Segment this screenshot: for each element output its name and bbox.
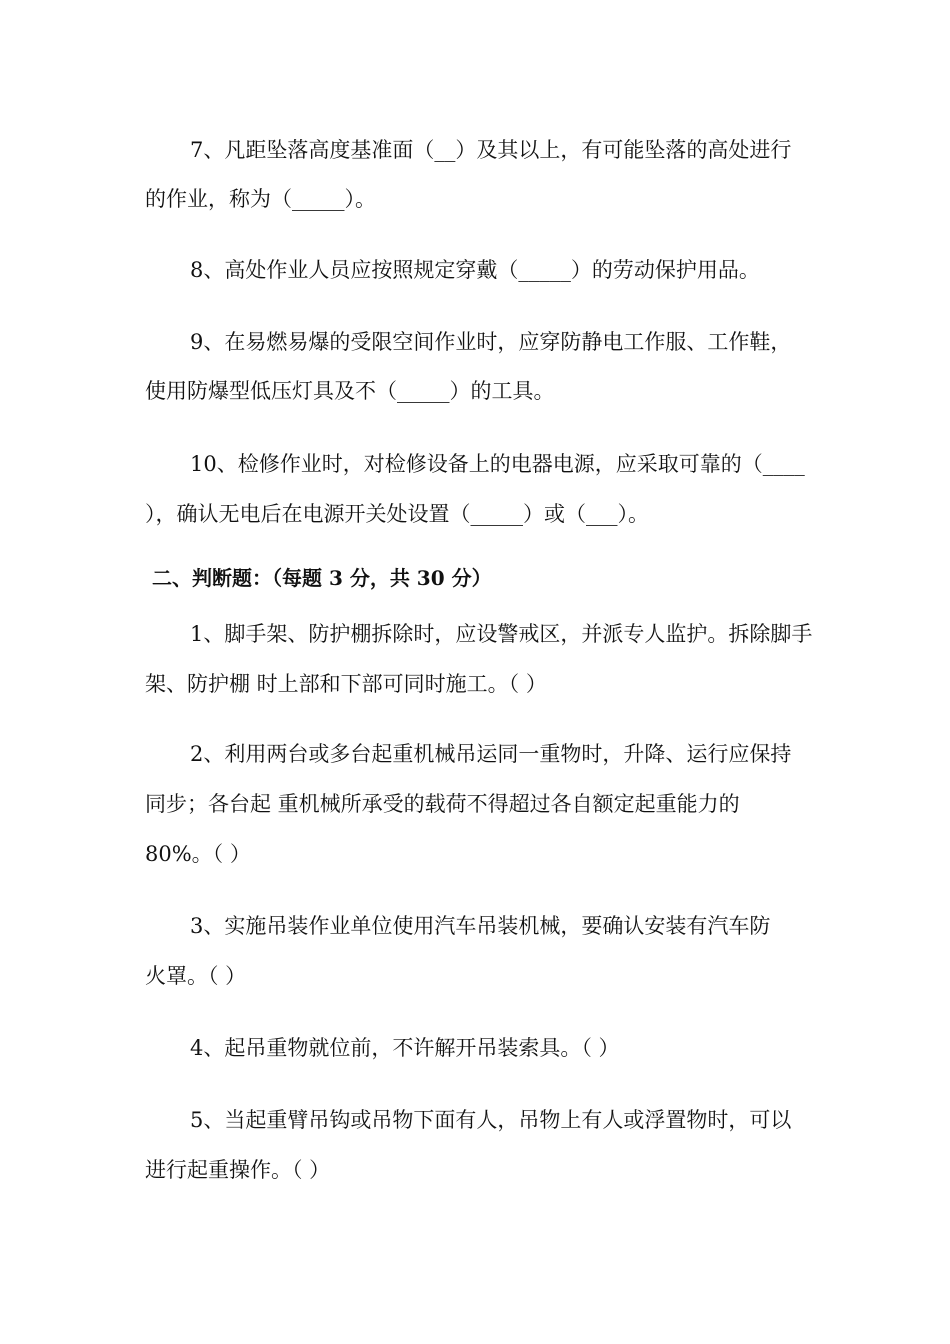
judge-5-line-2: 进行起重操作。（ ） [145,1158,331,1182]
question-8-line-1: 8、高处作业人员应按照规定穿戴（_____）的劳动保护用品。 [190,258,760,282]
judge-3-line-2: 火罩。（ ） [145,964,247,988]
judge-5-line-1: 5、当起重臂吊钩或吊物下面有人，吊物上有人或浮置物时，可以 [190,1108,792,1132]
judge-3-line-1: 3、实施吊装作业单位使用汽车吊装机械，要确认安装有汽车防 [190,914,771,938]
question-10-line-1: 10、检修作业时，对检修设备上的电器电源，应采取可靠的（____ [190,452,805,476]
judge-2-line-1: 2、利用两台或多台起重机械吊运同一重物时，升降、运行应保持 [190,742,792,766]
question-9-line-2: 使用防爆型低压灯具及不（_____）的工具。 [145,379,555,403]
question-9-line-1: 9、在易燃易爆的受限空间作业时，应穿防静电工作服、工作鞋， [190,330,792,354]
judge-2-line-3: 80%。（ ） [145,842,251,866]
judge-4-line-1: 4、起吊重物就位前，不许解开吊装索具。（ ） [190,1036,620,1060]
judge-1-line-2: 架、防护棚 时上部和下部可同时施工。（ ） [145,672,547,696]
section-2-heading: 二、判断题：（每题 3 分，共 30 分） [152,566,492,590]
question-7-line-2: 的作业，称为（_____）。 [145,187,376,211]
judge-1-line-1: 1、脚手架、防护棚拆除时，应设警戒区，并派专人监护。拆除脚手 [190,622,813,646]
judge-2-line-2: 同步；各台起 重机械所承受的载荷不得超过各自额定起重能力的 [145,792,740,816]
question-10-line-2: ），确认无电后在电源开关处设置（_____）或（___）。 [145,502,649,526]
question-7-line-1: 7、凡距坠落高度基准面（__）及其以上，有可能坠落的高处进行 [190,138,792,162]
